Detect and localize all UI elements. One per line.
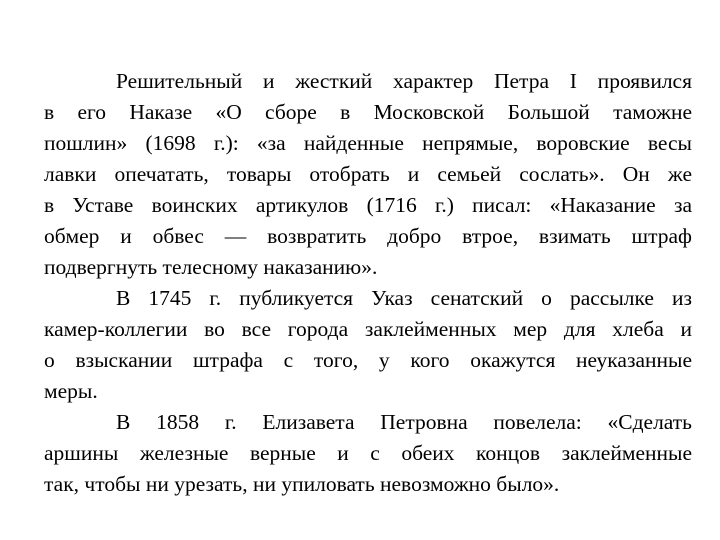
text-line: в Уставе воинских артикулов (1716 г.) писал: «Наказание за <box>44 193 692 217</box>
text-line: обмер и обвес — возвратить добро втрое, взимать штраф <box>44 224 692 248</box>
document-body <box>44 66 692 500</box>
text-line: аршины железные верные и с обеих концов заклейменные <box>44 441 692 465</box>
paragraph-1745-decree <box>44 283 692 407</box>
text-line: В 1858 г. Елизавета Петровна повелела: «Сделать <box>116 410 692 434</box>
text-line: Решительный и жесткий характер Петра I проявился <box>116 69 692 93</box>
paragraph-1858-decree <box>44 407 692 500</box>
paragraph-peter-decree <box>44 66 692 283</box>
text-line: о взыскании штрафа с того, у кого окажутся неуказанные <box>44 348 692 372</box>
text-line: так, чтобы ни урезать, ни упиловать невозможно было». <box>44 472 560 496</box>
text-line: пошлин» (1698 г.): «за найденные непрямые, воровские весы <box>44 131 692 155</box>
text-line: подвергнуть телесному наказанию». <box>44 255 378 279</box>
text-line: меры. <box>44 379 98 403</box>
text-line: камер-коллегии во все города заклейменных мер для хлеба и <box>44 317 692 341</box>
text-line: в его Наказе «О сборе в Московской Большой таможне <box>44 100 692 124</box>
text-line: лавки опечатать, товары отобрать и семьей сослать». Он же <box>44 162 692 186</box>
text-line: В 1745 г. публикуется Указ сенатский о рассылке из <box>116 286 692 310</box>
